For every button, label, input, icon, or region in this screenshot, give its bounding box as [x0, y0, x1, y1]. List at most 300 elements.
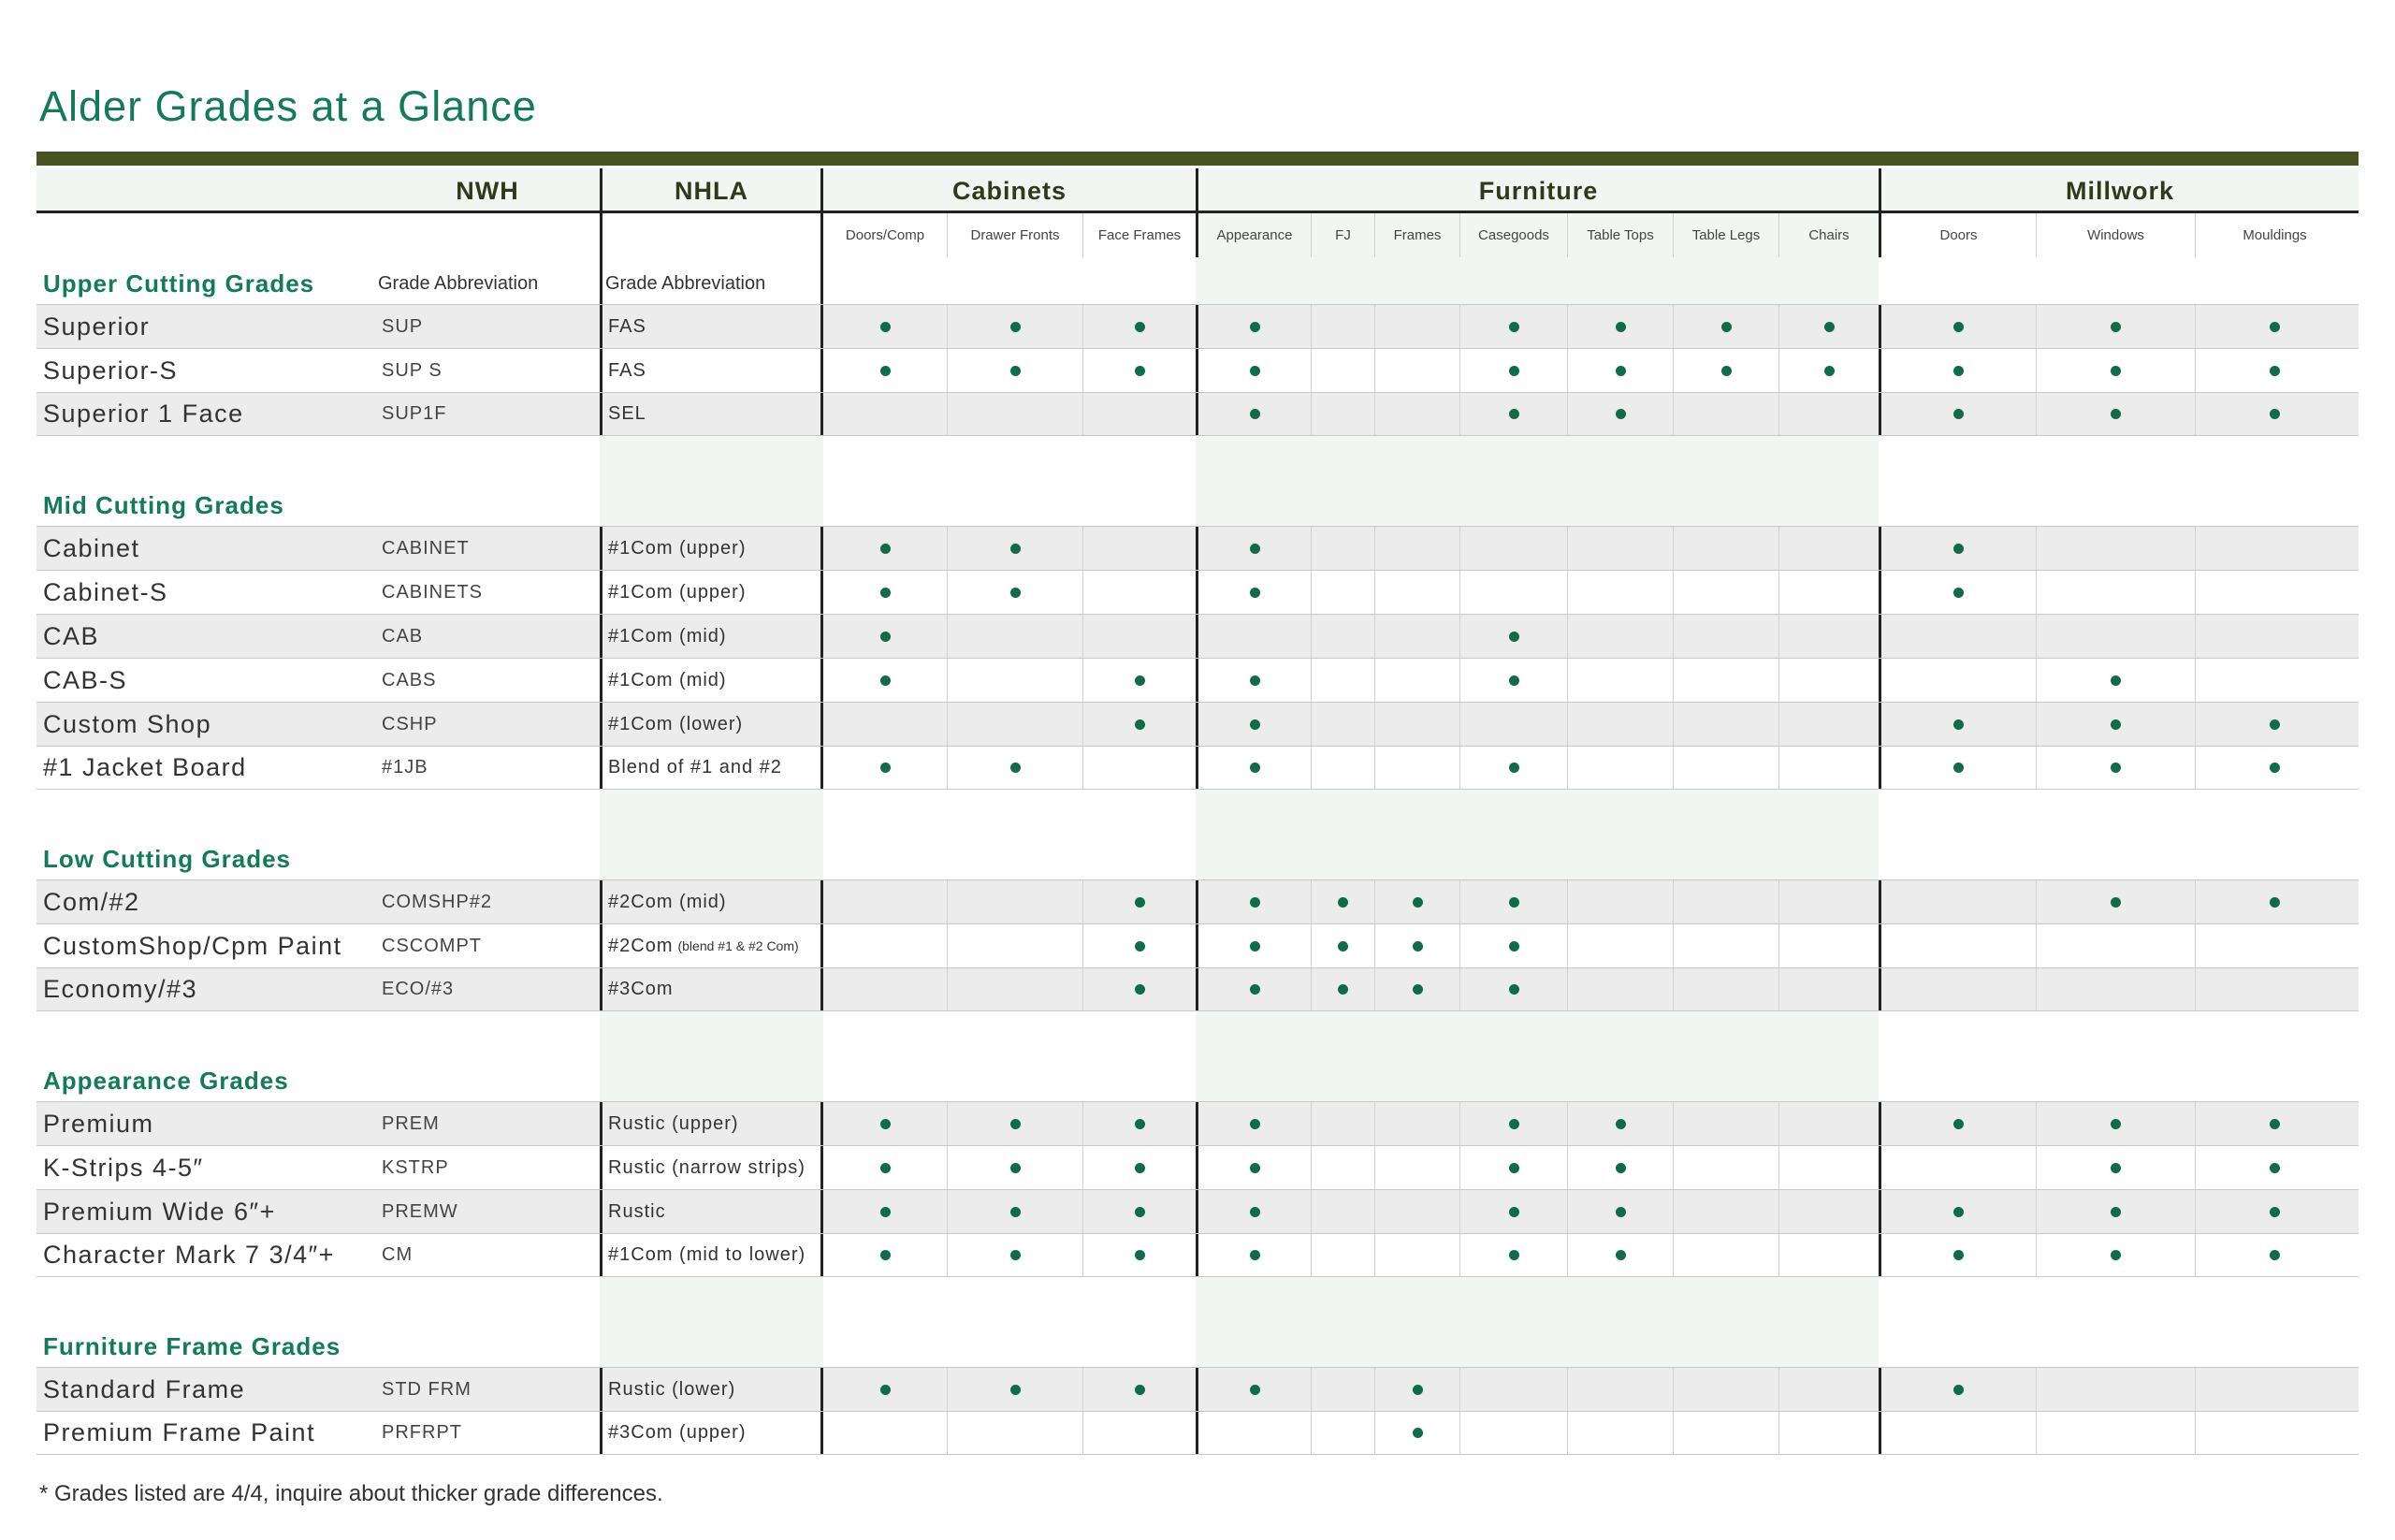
availability-dot [1953, 1250, 1964, 1260]
nhla-header: NHLA [600, 168, 823, 213]
section-header-row [36, 790, 2359, 879]
grade-mark-cell [1778, 527, 1879, 570]
grade-mark-cell [1196, 527, 1311, 570]
group-header-furniture: Furniture [1196, 168, 1879, 213]
grade-mark-cell [1196, 571, 1311, 614]
grade-mark-cell [1459, 615, 1567, 658]
grade-mark-cell [1778, 747, 1879, 789]
availability-dot [2270, 409, 2280, 419]
grade-mark-cell [2195, 393, 2354, 435]
nhla-grade-text: FAS [608, 315, 646, 337]
grade-mark-cell [1567, 1190, 1673, 1233]
availability-dot [1250, 984, 1260, 995]
grade-mark-cell [823, 924, 947, 967]
availability-dot [880, 322, 891, 332]
nwh-abbreviation: COMSHP#2 [382, 891, 493, 912]
grade-mark-cell [947, 393, 1082, 435]
availability-dot [2111, 763, 2121, 773]
nhla-grade-text: #1Com (mid to lower) [608, 1244, 806, 1265]
grade-mark-cell [1567, 527, 1673, 570]
nhla-grade [600, 527, 823, 570]
grade-mark-cell [1196, 747, 1311, 789]
grade-mark-cell [1082, 1368, 1196, 1411]
grade-mark-cell [1374, 305, 1459, 348]
grade-mark-cell [1311, 305, 1374, 348]
grade-mark-cell [947, 1146, 1082, 1189]
nwh-abbreviation: STD FRM [382, 1378, 472, 1400]
column-header: Windows [2036, 213, 2195, 257]
grade-mark-cell [1311, 659, 1374, 702]
availability-dot [1509, 1119, 1519, 1129]
nhla-grade [600, 703, 823, 746]
grade-mark-cell [1459, 1146, 1567, 1189]
grade-mark-cell [2195, 747, 2354, 789]
grade-mark-cell [1196, 1190, 1311, 1233]
availability-dot [2111, 676, 2121, 686]
nwh-abbreviation: CABINET [382, 537, 470, 559]
availability-dot [1616, 366, 1626, 376]
grade-mark-cell [1567, 349, 1673, 392]
grade-mark-cell [1879, 393, 2036, 435]
grade-mark-cell [1082, 1234, 1196, 1276]
table-row [36, 702, 2359, 746]
availability-dot [1338, 897, 1348, 908]
nwh-abbreviation: ECO/#3 [382, 979, 455, 999]
availability-dot [1721, 366, 1732, 376]
nhla-grade [600, 924, 823, 967]
grade-mark-cell [1082, 968, 1196, 1010]
availability-dot [1824, 322, 1835, 332]
grade-mark-cell [2036, 1234, 2195, 1276]
grade-mark-cell [1673, 924, 1778, 967]
grade-name: Economy/#3 [43, 975, 198, 1003]
grade-mark-cell [1196, 659, 1311, 702]
grade-mark-cell [1778, 1146, 1879, 1189]
column-header: Doors/Comp [823, 213, 947, 257]
grade-mark-cell [1778, 305, 1879, 348]
grade-mark-cell [1374, 1368, 1459, 1411]
grade-mark-cell [947, 1368, 1082, 1411]
grade-mark-cell [1778, 1234, 1879, 1276]
grade-mark-cell [823, 1368, 947, 1411]
nhla-grade [600, 1368, 823, 1411]
grade-mark-cell [1673, 703, 1778, 746]
availability-dot [2111, 1250, 2121, 1260]
nhla-grade-text: #1Com (upper) [608, 581, 747, 603]
availability-dot [880, 1163, 891, 1173]
grade-mark-cell [1196, 349, 1311, 392]
availability-dot [2270, 1119, 2280, 1129]
availability-dot [1250, 1119, 1260, 1129]
availability-dot [1010, 1250, 1021, 1260]
availability-dot [1135, 941, 1145, 952]
grade-mark-cell [1459, 703, 1567, 746]
nwh-abbreviation: PREMW [382, 1200, 458, 1222]
grade-mark-cell [947, 924, 1082, 967]
availability-dot [1953, 763, 1964, 773]
grade-mark-cell [1311, 349, 1374, 392]
nwh-abbreviation: PRFRPT [382, 1422, 462, 1443]
grade-mark-cell [2195, 1368, 2354, 1411]
grade-mark-cell [1459, 1102, 1567, 1145]
grade-mark-cell [1082, 527, 1196, 570]
grade-mark-cell [1879, 1234, 2036, 1276]
grade-mark-cell [1879, 1102, 2036, 1145]
nwh-abbreviation: CM [382, 1244, 414, 1265]
grade-name: Premium [43, 1109, 154, 1138]
table-row [36, 1367, 2359, 1411]
availability-dot [2111, 409, 2121, 419]
table-row [36, 1101, 2359, 1145]
grade-mark-cell [2036, 527, 2195, 570]
availability-dot [2270, 897, 2280, 908]
nhla-grade [600, 1412, 823, 1454]
grade-mark-cell [2195, 1234, 2354, 1276]
availability-dot [1953, 719, 1964, 730]
grade-mark-cell [1778, 393, 1879, 435]
availability-dot [1509, 676, 1519, 686]
grade-mark-cell [1879, 968, 2036, 1010]
grade-mark-cell [1673, 1368, 1778, 1411]
grade-mark-cell [1374, 571, 1459, 614]
nhla-grade-text: Rustic (upper) [608, 1112, 739, 1134]
page-title: Alder Grades at a Glance [39, 82, 537, 130]
nhla-grade-text: #1Com (lower) [608, 713, 744, 734]
nwh-abbreviation: #1JB [382, 757, 428, 777]
nhla-grade-text: #1Com (mid) [608, 669, 727, 690]
grade-mark-cell [1673, 1234, 1778, 1276]
availability-dot [1250, 1250, 1260, 1260]
grade-mark-cell [1567, 1102, 1673, 1145]
table-row [36, 526, 2359, 570]
grade-mark-cell [1082, 305, 1196, 348]
grade-mark-cell [1879, 1146, 2036, 1189]
grade-mark-cell [1879, 1412, 2036, 1454]
availability-dot [1953, 322, 1964, 332]
availability-dot [1250, 897, 1260, 908]
section-title: Upper Cutting Grades [43, 269, 315, 298]
grade-mark-cell [2036, 1146, 2195, 1189]
column-header: FJ [1311, 213, 1374, 257]
grade-mark-cell [1311, 747, 1374, 789]
grade-mark-cell [1311, 968, 1374, 1010]
grade-mark-cell [1567, 968, 1673, 1010]
grade-mark-cell [823, 703, 947, 746]
title-rule [36, 152, 2359, 166]
grade-mark-cell [2195, 703, 2354, 746]
availability-dot [1953, 1119, 1964, 1129]
grade-mark-cell [1374, 659, 1459, 702]
availability-dot [1010, 1119, 1021, 1129]
section-title: Furniture Frame Grades [43, 1332, 341, 1360]
grade-mark-cell [823, 1412, 947, 1454]
grade-mark-cell [1459, 393, 1567, 435]
grade-mark-cell [1374, 1412, 1459, 1454]
grade-mark-cell [1374, 615, 1459, 658]
availability-dot [1616, 1119, 1626, 1129]
grade-mark-cell [1879, 703, 2036, 746]
availability-dot [1135, 1250, 1145, 1260]
grade-mark-cell [2195, 1190, 2354, 1233]
availability-dot [2270, 1163, 2280, 1173]
grade-mark-cell [823, 571, 947, 614]
column-header: Chairs [1778, 213, 1879, 257]
nhla-grade [600, 349, 823, 392]
grade-mark-cell [1311, 1102, 1374, 1145]
column-header: Mouldings [2195, 213, 2354, 257]
grade-mark-cell [1459, 924, 1567, 967]
grade-mark-cell [1459, 349, 1567, 392]
availability-dot [880, 1385, 891, 1395]
grade-mark-cell [1082, 747, 1196, 789]
grade-mark-cell [1567, 1412, 1673, 1454]
grade-mark-cell [1374, 1234, 1459, 1276]
nhla-grade [600, 1190, 823, 1233]
group-header-cabinets: Cabinets [951, 176, 1067, 205]
grade-mark-cell [1311, 1412, 1374, 1454]
availability-dot [2111, 719, 2121, 730]
grade-mark-cell [1673, 305, 1778, 348]
grade-mark-cell [1374, 349, 1459, 392]
grade-mark-cell [1879, 747, 2036, 789]
grade-mark-cell [1879, 1190, 2036, 1233]
grade-name: Superior [43, 312, 151, 341]
grade-mark-cell [1196, 703, 1311, 746]
availability-dot [1509, 763, 1519, 773]
grade-mark-cell [1778, 571, 1879, 614]
grade-mark-cell [2195, 571, 2354, 614]
nhla-grade-text: #2Com [608, 935, 674, 956]
grade-name: Custom Shop [43, 709, 212, 738]
grade-mark-cell [1673, 527, 1778, 570]
grade-mark-cell [1567, 880, 1673, 923]
grade-mark-cell [1673, 1412, 1778, 1454]
availability-dot [1413, 1428, 1423, 1438]
nwh-abbreviation: CSCOMPT [382, 935, 482, 956]
grade-mark-cell [1196, 1412, 1311, 1454]
grade-mark-cell [1673, 571, 1778, 614]
availability-dot [1010, 322, 1021, 332]
availability-dot [1509, 941, 1519, 952]
grade-name: Cabinet [43, 533, 140, 562]
availability-dot [1250, 1385, 1260, 1395]
grade-mark-cell [2195, 305, 2354, 348]
grade-mark-cell [823, 747, 947, 789]
group-header-millwork: Millwork [1879, 168, 2359, 213]
nwh-abbreviation: SUP1F [382, 403, 447, 424]
grade-mark-cell [1082, 703, 1196, 746]
grade-mark-cell [823, 1146, 947, 1189]
nwh-abbreviation: CABINETS [382, 581, 484, 603]
availability-dot [1509, 1250, 1519, 1260]
availability-dot [1413, 984, 1423, 995]
availability-dot [1413, 941, 1423, 952]
grade-mark-cell [2195, 1412, 2354, 1454]
nhla-grade-text: FAS [608, 359, 646, 381]
grade-mark-cell [1673, 747, 1778, 789]
grade-mark-cell [1778, 924, 1879, 967]
grade-name: Cabinet-S [43, 577, 168, 606]
grade-mark-cell [1879, 527, 2036, 570]
availability-dot [1135, 1385, 1145, 1395]
availability-dot [1616, 1207, 1626, 1217]
nwh-header: NWH [456, 176, 519, 205]
availability-dot [880, 632, 891, 642]
grade-mark-cell [823, 880, 947, 923]
nhla-grade [600, 305, 823, 348]
grade-name: Superior-S [43, 356, 179, 385]
grade-name: Premium Frame Paint [43, 1418, 316, 1446]
grade-name: K-Strips 4-5″ [43, 1153, 204, 1182]
grade-mark-cell [1311, 703, 1374, 746]
grade-mark-cell [1082, 1412, 1196, 1454]
table-row [36, 658, 2359, 702]
grade-mark-cell [1673, 349, 1778, 392]
grade-mark-cell [1311, 1234, 1374, 1276]
availability-dot [1509, 322, 1519, 332]
availability-dot [1953, 1385, 1964, 1395]
availability-dot [1953, 409, 1964, 419]
grade-mark-cell [1374, 1146, 1459, 1189]
availability-dot [1616, 1250, 1626, 1260]
availability-dot [1953, 366, 1964, 376]
grade-mark-cell [1082, 393, 1196, 435]
availability-dot [1250, 588, 1260, 598]
nhla-grade-text: SEL [608, 403, 646, 424]
availability-dot [1250, 719, 1260, 730]
grade-mark-cell [1778, 349, 1879, 392]
grade-mark-cell [2036, 703, 2195, 746]
grade-mark-cell [1311, 1368, 1374, 1411]
nhla-grade-text: #3Com [608, 979, 674, 999]
grade-mark-cell [2036, 1102, 2195, 1145]
grade-mark-cell [1673, 1102, 1778, 1145]
availability-dot [1135, 1163, 1145, 1173]
grade-mark-cell [1567, 571, 1673, 614]
grade-mark-cell [823, 615, 947, 658]
nhla-grade-text: #3Com (upper) [608, 1422, 747, 1443]
availability-dot [880, 763, 891, 773]
footnote: * Grades listed are 4/4, inquire about thicker grade differences. [39, 1481, 663, 1506]
nhla-grade [600, 1234, 823, 1276]
table-row [36, 1233, 2359, 1277]
grade-mark-cell [1374, 1190, 1459, 1233]
grade-mark-cell [947, 968, 1082, 1010]
grade-mark-cell [2036, 1412, 2195, 1454]
grade-mark-cell [2195, 615, 2354, 658]
grade-mark-cell [1879, 349, 2036, 392]
availability-dot [2270, 366, 2280, 376]
availability-dot [2111, 897, 2121, 908]
nhla-grade-text: #2Com (mid) [608, 891, 727, 912]
grade-mark-cell [2195, 1102, 2354, 1145]
column-header: Doors [1879, 213, 2036, 257]
grade-mark-cell [1778, 968, 1879, 1010]
grade-mark-cell [1673, 1190, 1778, 1233]
grade-mark-cell [823, 968, 947, 1010]
table-row [36, 392, 2359, 436]
grade-mark-cell [823, 305, 947, 348]
availability-dot [1010, 1385, 1021, 1395]
grade-mark-cell [1374, 527, 1459, 570]
subheader-row [36, 213, 2359, 257]
grade-mark-cell [1311, 1190, 1374, 1233]
grade-mark-cell [1778, 1412, 1879, 1454]
availability-dot [2270, 1207, 2280, 1217]
nwh-abbreviation: KSTRP [382, 1156, 449, 1178]
grades-table [36, 168, 2359, 1455]
grade-mark-cell [1567, 1368, 1673, 1411]
grade-mark-cell [2036, 349, 2195, 392]
availability-dot [1509, 632, 1519, 642]
availability-dot [1509, 984, 1519, 995]
table-row [36, 1145, 2359, 1189]
availability-dot [1135, 322, 1145, 332]
availability-dot [2111, 322, 2121, 332]
grade-mark-cell [1311, 571, 1374, 614]
grade-mark-cell [1196, 305, 1311, 348]
grade-mark-cell [2195, 880, 2354, 923]
nhla-grade [600, 659, 823, 702]
availability-dot [1010, 1163, 1021, 1173]
grade-mark-cell [823, 527, 947, 570]
availability-dot [1250, 941, 1260, 952]
grade-name: Premium Wide 6″+ [43, 1197, 276, 1226]
nhla-grade [600, 747, 823, 789]
availability-dot [1010, 366, 1021, 376]
availability-dot [1135, 1207, 1145, 1217]
availability-dot [1509, 1207, 1519, 1217]
availability-dot [880, 544, 891, 554]
grade-name: #1 Jacket Board [43, 753, 247, 781]
grade-mark-cell [1196, 393, 1311, 435]
grade-mark-cell [1082, 659, 1196, 702]
availability-dot [1509, 1163, 1519, 1173]
grade-mark-cell [2036, 615, 2195, 658]
grade-mark-cell [1567, 615, 1673, 658]
nhla-grade-note: (blend #1 & #2 Com) [677, 938, 799, 953]
grade-mark-cell [1374, 747, 1459, 789]
nhla-grade-text: Blend of #1 and #2 [608, 757, 782, 777]
nhla-grade-text: Rustic [608, 1200, 666, 1222]
table-row [36, 1411, 2359, 1455]
nwh-abbreviation: PREM [382, 1112, 440, 1134]
grade-mark-cell [947, 1412, 1082, 1454]
grade-mark-cell [947, 747, 1082, 789]
grade-mark-cell [1879, 880, 2036, 923]
grade-mark-cell [1567, 393, 1673, 435]
grade-mark-cell [823, 659, 947, 702]
nhla-grade-text: #1Com (upper) [608, 537, 747, 559]
availability-dot [1616, 1163, 1626, 1173]
grade-mark-cell [1879, 305, 2036, 348]
table-row [36, 304, 2359, 348]
nhla-abbreviation-label: Grade Abbreviation [605, 273, 766, 294]
availability-dot [1338, 984, 1348, 995]
availability-dot [880, 1119, 891, 1129]
grade-mark-cell [1374, 880, 1459, 923]
availability-dot [1721, 322, 1732, 332]
grade-mark-cell [1196, 1368, 1311, 1411]
grade-name: CustomShop/Cpm Paint [43, 931, 342, 960]
availability-dot [1135, 897, 1145, 908]
availability-dot [880, 588, 891, 598]
availability-dot [1509, 366, 1519, 376]
grade-mark-cell [1567, 1146, 1673, 1189]
grade-mark-cell [2036, 659, 2195, 702]
nhla-grade-text: #1Com (mid) [608, 625, 727, 647]
availability-dot [880, 1207, 891, 1217]
